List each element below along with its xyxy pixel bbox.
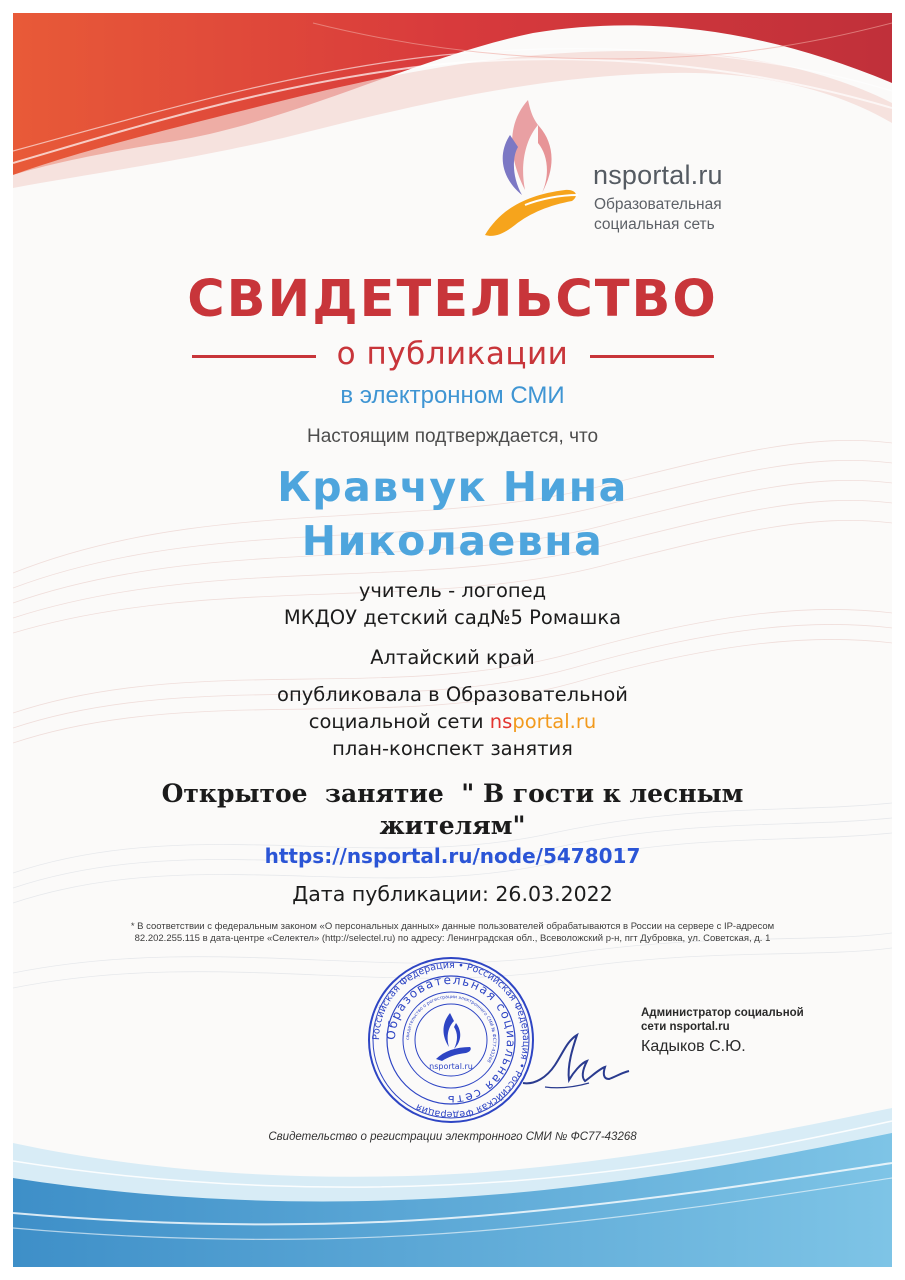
stamp-center-label: nsportal.ru: [429, 1062, 473, 1071]
privacy-footnote: [0, 921, 905, 945]
recipient-name-line2: Николаевна: [301, 517, 604, 565]
official-stamp: [366, 955, 536, 1125]
stamp-middle-text: Образовательная социальная сеть: [383, 972, 519, 1108]
recipient-name: [0, 460, 905, 568]
registration-note: Свидетельство о регистрации электронного СМИ № ФС77-43268: [268, 1131, 637, 1143]
site-name-part2: portal.ru: [512, 710, 597, 733]
privacy-footnote-line1: * В соответствии с федеральным законом «О персональных данных» данные пользователей обрабатываются в России на сервере с IP-адресом: [130, 921, 775, 932]
confirm-text: Настоящим подтверждается, что: [306, 426, 599, 447]
published-statement-line1: опубликовала в Образовательной: [277, 683, 628, 706]
publication-date: Дата публикации: 26.03.2022: [292, 882, 613, 906]
publication-link[interactable]: https://nsportal.ru/node/5478017: [264, 844, 641, 868]
flame-in-hand-icon: [480, 95, 590, 240]
logo-tagline: [594, 195, 722, 235]
recipient-name-line1: Кравчук Нина: [277, 463, 628, 511]
published-statement-prefix: социальной сети: [308, 710, 490, 733]
privacy-footnote-line2: 82.202.255.115 в дата-центре «Селектел» (http://selectel.ru) по адресу: Ленинградская обл., Всеволожский р-н, пгт Дубровка, ул. Советская, д. 1: [134, 933, 771, 944]
admin-title-line2: сети nsportal.ru: [641, 1021, 730, 1033]
work-title-line1: Открытое занятие " В гости к лесным: [161, 779, 744, 808]
handwritten-signature: [515, 1025, 635, 1095]
site-name-part1: ns: [489, 710, 513, 733]
admin-name: Кадыков С.Ю.: [641, 1038, 746, 1055]
work-type: план-конспект занятия: [332, 737, 573, 760]
work-title: [0, 778, 905, 842]
work-title-line2: жителям": [379, 811, 526, 840]
published-statement-line2: [0, 709, 905, 735]
recipient-organization: МКДОУ детский сад№5 Ромашка: [283, 606, 622, 629]
certificate-subtitle-media: в электронном СМИ: [340, 382, 565, 409]
logo-brand-text: nsportal.ru: [593, 160, 723, 190]
stamp-outer-text: Российская Федерация • Российская Федерация • Российская Федерация: [370, 959, 532, 1121]
stamp-inner-text: свидетельство о регистрации электронного СМИ № ФС77-43268: [405, 994, 497, 1063]
recipient-position: учитель - логопед: [358, 579, 547, 602]
logo-tagline-line2: социальная сеть: [594, 216, 715, 233]
logo-tagline-line1: Образовательная: [594, 196, 722, 213]
recipient-region: Алтайский край: [370, 646, 535, 669]
stamp-flame-icon: [436, 1013, 471, 1061]
subtitle-rule-right: [590, 355, 714, 358]
certificate-title: СВИДЕТЕЛЬСТВО: [187, 270, 718, 329]
admin-title-line1: Администратор социальной: [641, 1007, 804, 1019]
top-wave-decoration: [13, 13, 892, 188]
certificate-subtitle: о публикации: [336, 336, 569, 372]
admin-title: [641, 1006, 804, 1034]
